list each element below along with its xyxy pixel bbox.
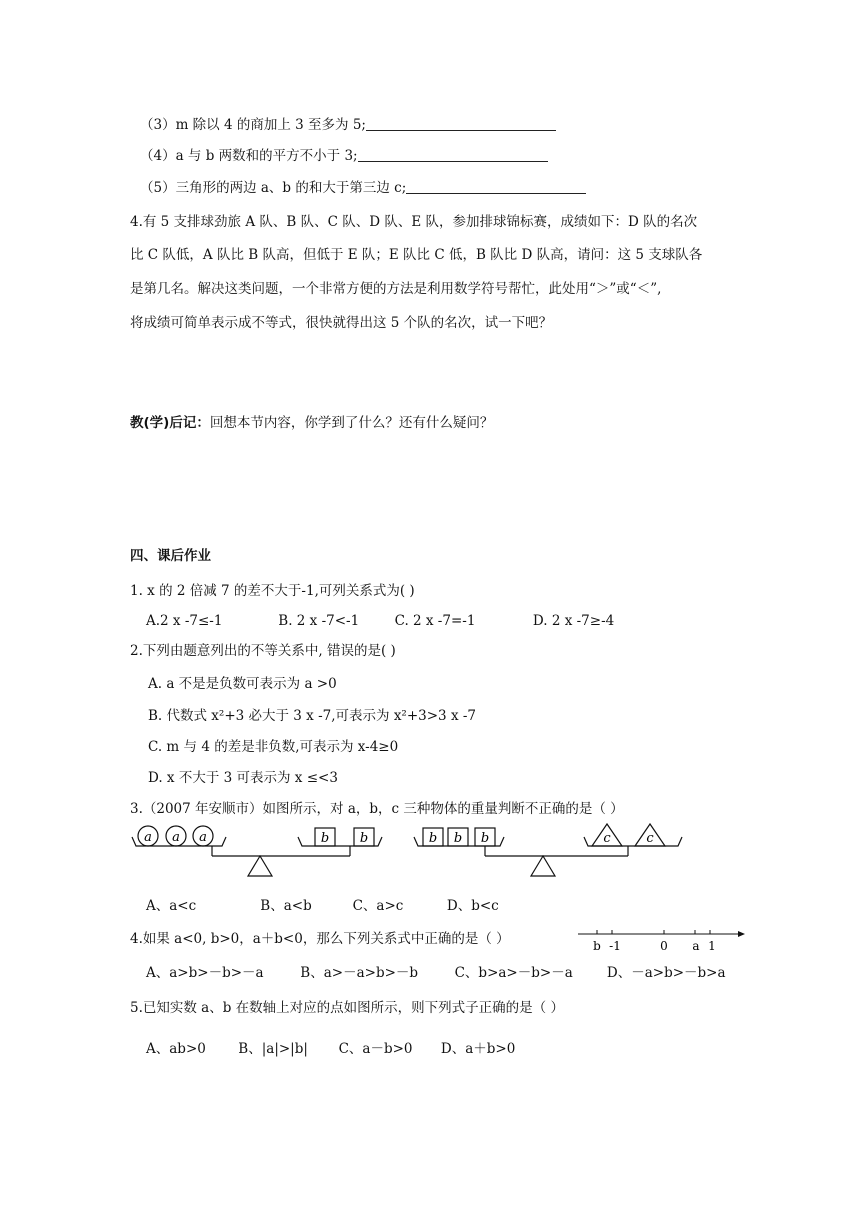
fill-item-5 <box>140 178 586 198</box>
hw-q3-stem: 3.（2007 年安顺市）如图所示，对 a，b，c 三种物体的重量判断不正确的是（ ） <box>130 801 624 817</box>
hw-q3-option-b[interactable]: B、a<b <box>260 898 312 914</box>
hw-q2-option-d[interactable]: D. x 不大于 3 可表示为 x ≤<3 <box>148 770 338 786</box>
fill-item-4-text: （4）a 与 b 两数和的平方不小于 3; <box>140 148 358 164</box>
hw-q4-option-d[interactable]: D、－a>b>－b>a <box>606 965 726 981</box>
tick-label-neg1: -1 <box>609 939 621 953</box>
number-line <box>570 920 750 960</box>
homework-heading: 四、课后作业 <box>130 548 211 564</box>
hw-q2-option-a[interactable]: A. a 不是是负数可表示为 a >0 <box>148 676 337 692</box>
hw-q1-option-c[interactable]: C. 2 x -7=-1 <box>394 613 476 629</box>
label-b-4: b <box>453 831 463 846</box>
reflection-label: 教(学)后记： <box>130 415 210 431</box>
hw-q4-option-c[interactable]: C、b>a>－b>－a <box>454 965 573 981</box>
q4-line-4: 将成绩可简单表示成不等式，很快就得出这 5 个队的名次，试一下吧？ <box>130 315 553 331</box>
tick-label-0: 0 <box>660 939 668 953</box>
label-b-1: b <box>320 831 330 846</box>
hw-q5-option-c[interactable]: C、a－b>0 <box>338 1041 413 1057</box>
hw-q1-option-a[interactable]: A.2 x -7≤-1 <box>146 613 223 629</box>
hw-q1-stem: 1. x 的 2 倍减 7 的差不大于-1,可列关系式为( ) <box>130 583 415 599</box>
hw-q3-options <box>146 896 499 916</box>
label-a-3: a <box>199 830 207 845</box>
label-c-2: c <box>646 831 654 846</box>
answer-blank-4[interactable] <box>358 147 548 162</box>
hw-q5-stem: 5.已知实数 a、b 在数轴上对应的点如图所示，则下列式子正确的是（ ） <box>130 1000 564 1016</box>
hw-q3-option-a[interactable]: A、a<c <box>146 898 197 914</box>
fill-item-5-text: （5）三角形的两边 a、b 的和大于第三边 c; <box>140 180 407 196</box>
left-balance <box>132 826 382 876</box>
answer-blank-3[interactable] <box>366 116 556 131</box>
hw-q5-option-a[interactable]: A、ab>0 <box>146 1041 206 1057</box>
label-a-1: a <box>144 830 152 845</box>
label-b-2: b <box>359 831 369 846</box>
hw-q4-option-a[interactable]: A、a>b>－b>－a <box>146 965 264 981</box>
hw-q2-stem: 2.下列由题意列出的不等关系中, 错误的是( ) <box>130 643 396 659</box>
tick-label-1: 1 <box>708 939 716 953</box>
balance-figure <box>0 820 860 890</box>
hw-q1-options <box>146 611 614 631</box>
hw-q4-option-b[interactable]: B、a>－a>b>－b <box>300 965 419 981</box>
label-b-3: b <box>428 831 438 846</box>
hw-q2-option-b[interactable]: B. 代数式 x²+3 必大于 3 x -7,可表示为 x²+3>3 x -7 <box>148 708 476 724</box>
hw-q3-option-d[interactable]: D、b<c <box>446 898 499 914</box>
hw-q5-options <box>146 1039 515 1059</box>
answer-blank-5[interactable] <box>406 179 586 194</box>
fill-item-3 <box>140 115 556 135</box>
hw-q5-option-d[interactable]: D、a＋b>0 <box>440 1041 516 1057</box>
hw-q3-option-c[interactable]: C、a>c <box>352 898 404 914</box>
tick-label-b: b <box>593 939 601 953</box>
tick-label-a: a <box>692 939 700 953</box>
hw-q4-stem: 4.如果 a<0, b>0，a＋b<0，那么下列关系式中正确的是（ ） <box>130 931 510 947</box>
hw-q1-option-d[interactable]: D. 2 x -7≥-4 <box>532 613 615 629</box>
hw-q2-option-c[interactable]: C. m 与 4 的差是非负数,可表示为 x-4≥0 <box>148 739 399 755</box>
q4-line-2: 比 C 队低，A 队比 B 队高，但低于 E 队；E 队比 C 低，B 队比 D 队高，请问：这 5 支球队各 <box>130 247 703 263</box>
fill-item-3-text: （3）m 除以 4 的商加上 3 至多为 5; <box>140 117 366 133</box>
hw-q1-option-b[interactable]: B. 2 x -7<-1 <box>278 613 360 629</box>
label-b-5: b <box>480 831 490 846</box>
q4-line-1: 4.有 5 支排球劲旅 A 队、B 队、C 队、D 队、E 队，参加排球锦标赛，成绩如下：D 队的名次 <box>130 214 698 230</box>
label-c-1: c <box>603 831 611 846</box>
hw-q5-option-b[interactable]: B、|a|>|b| <box>238 1041 308 1057</box>
label-a-2: a <box>172 830 180 845</box>
fill-item-4 <box>140 146 548 166</box>
hw-q4-options <box>146 963 726 983</box>
q4-line-3: 是第几名。解决这类问题，一个非常方便的方法是利用数学符号帮忙，此处用“＞”或“＜”, <box>130 281 662 297</box>
reflection-text: 回想本节内容，你学到了什么？还有什么疑问？ <box>209 415 494 431</box>
reflection <box>130 413 493 433</box>
